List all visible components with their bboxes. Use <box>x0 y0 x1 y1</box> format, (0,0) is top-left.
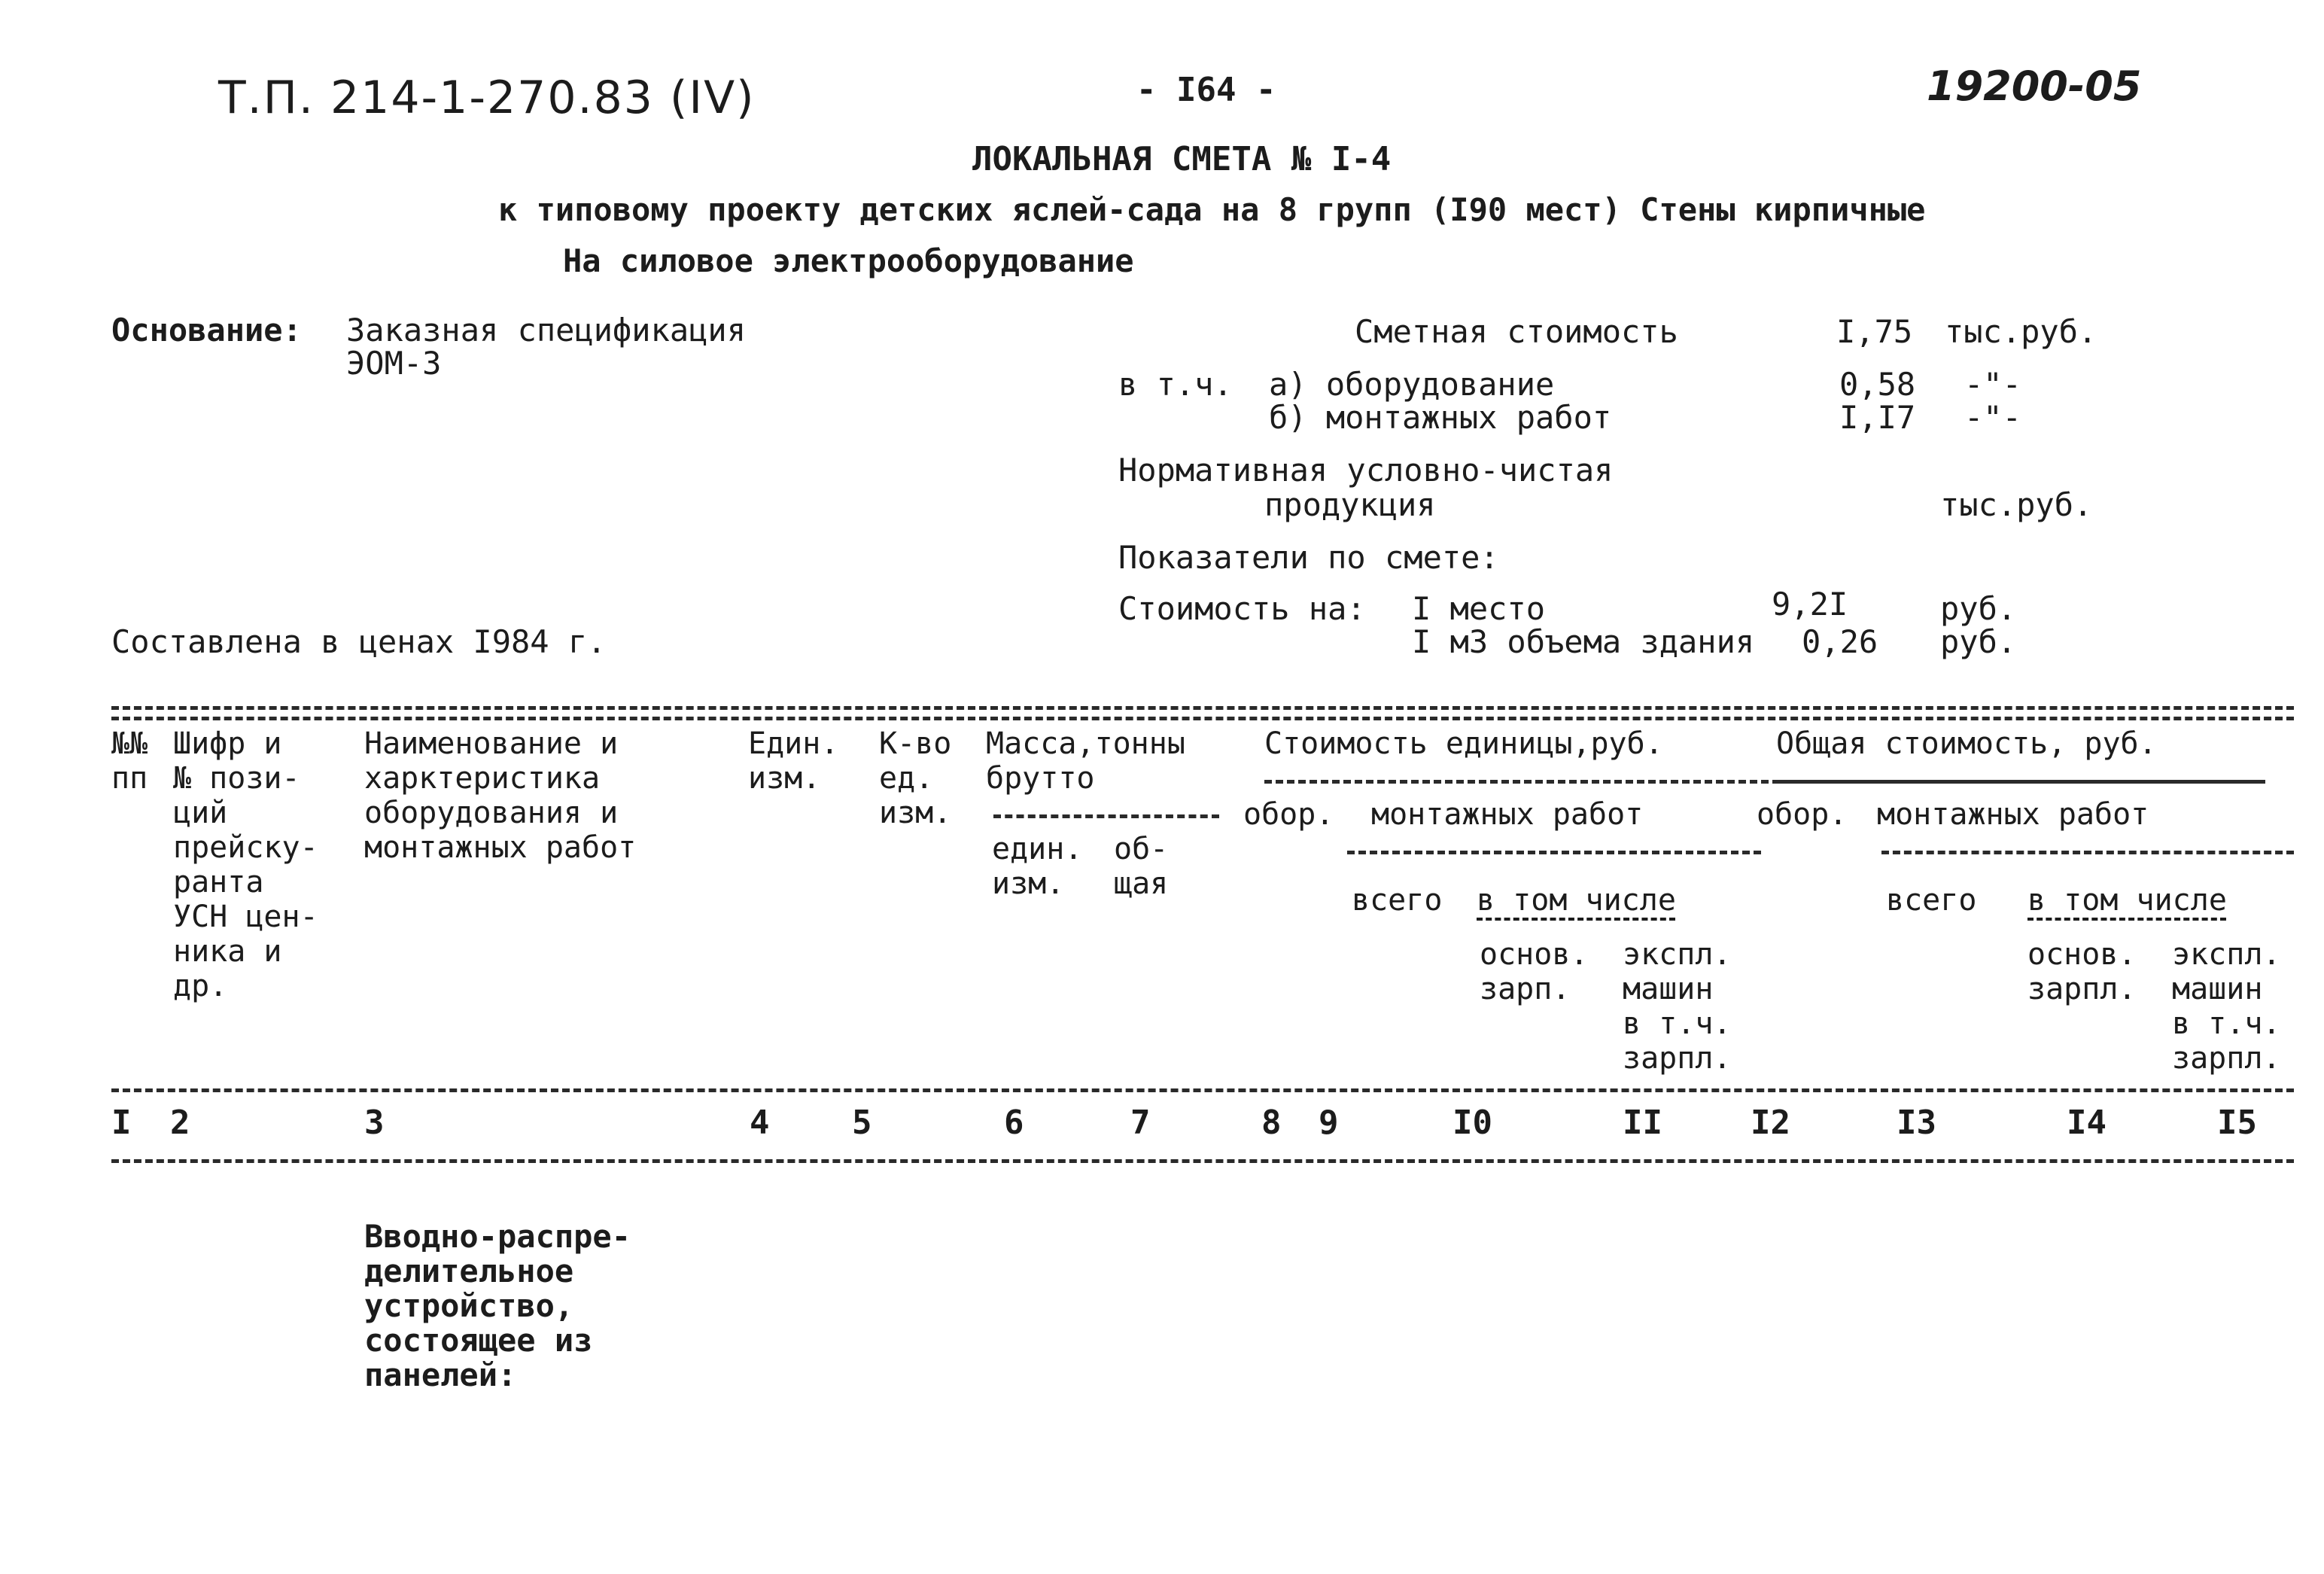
per-place-value: 9,2I <box>1772 586 1848 623</box>
normative-line-2: продукция <box>1264 486 1436 523</box>
col4-line-2: изм. <box>748 761 821 796</box>
basis-value-2: ЭОМ-3 <box>346 345 442 382</box>
unit-cost-machines-4: зарпл. <box>1623 1041 1732 1076</box>
total-cost-title: Общая стоимость, руб. <box>1776 726 2157 761</box>
col2-line-8: др. <box>173 969 228 1003</box>
unit-cost-machines-2: машин <box>1623 972 1714 1006</box>
per-place-unit: руб. <box>1940 590 2017 627</box>
mass-title: Масса,тонны <box>986 726 1185 761</box>
col-num-5: 5 <box>852 1104 872 1142</box>
col-num-3: 3 <box>364 1104 385 1142</box>
unit-cost-machines-3: в т.ч. <box>1623 1006 1732 1041</box>
project-code: Т.П. 214-1-270.83 (IV) <box>218 72 756 124</box>
page-number: - I64 - <box>1136 71 1276 109</box>
estimated-cost-unit: тыс.руб. <box>1945 313 2097 350</box>
col-num-10: I0 <box>1452 1104 1492 1142</box>
total-cost-incl: в том числе <box>2027 883 2227 918</box>
col-numbers-bottom-rule <box>111 1159 2294 1163</box>
document-title: ЛОКАЛЬНАЯ СМЕТА № I-4 <box>972 140 1392 178</box>
indicators-label: Показатели по смете: <box>1118 539 1499 576</box>
col-num-14: I4 <box>2067 1104 2107 1142</box>
install-unit: -"- <box>1964 399 2021 436</box>
equipment-label: а) оборудование <box>1269 366 1555 403</box>
section-line-4: состоящее из <box>364 1322 593 1359</box>
unit-cost-install: монтажных работ <box>1371 797 1644 832</box>
col-num-15: I5 <box>2217 1104 2257 1142</box>
subheader-rule-install <box>1347 851 1761 854</box>
section-line-3: устройство, <box>364 1287 574 1324</box>
install-value: I,I7 <box>1839 399 1916 436</box>
per-m3-label: I м3 объема здания <box>1412 623 1755 660</box>
total-cost-machines-4: зарпл. <box>2172 1041 2281 1076</box>
total-cost-machines-2: машин <box>2172 972 2263 1006</box>
per-place-label: I место <box>1412 590 1546 627</box>
total-cost-install: монтажных работ <box>1877 797 2149 832</box>
subheader-rule-install-2 <box>1881 851 2294 854</box>
section-line-1: Вводно-распре- <box>364 1218 631 1255</box>
total-cost-machines-1: экспл. <box>2172 937 2281 972</box>
basis-label: Основание: <box>111 312 302 349</box>
col5-line-2: ед. <box>879 761 934 796</box>
total-cost-total: всего <box>1886 883 1977 918</box>
col-num-13: I3 <box>1897 1104 1936 1142</box>
install-label: б) монтажных работ <box>1269 399 1612 436</box>
per-m3-value: 0,26 <box>1802 623 1878 660</box>
col-numbers-top-rule <box>111 1088 2294 1092</box>
col-num-7: 7 <box>1130 1104 1151 1142</box>
col2-line-3: ций <box>173 796 228 830</box>
section-line-5: панелей: <box>364 1356 517 1393</box>
title-line-2: На силовое электрооборудование <box>563 242 1134 279</box>
total-cost-equip: обор. <box>1757 797 1848 832</box>
col3-line-1: Наименование и <box>364 726 619 761</box>
estimated-cost-value: I,75 <box>1836 313 1913 350</box>
col-num-9: 9 <box>1319 1104 1339 1142</box>
total-cost-base-wage-1: основ. <box>2027 937 2137 972</box>
col-num-12: I2 <box>1751 1104 1790 1142</box>
col-num-1: I <box>111 1104 132 1142</box>
mass-unit-line-2: изм. <box>992 866 1065 901</box>
unit-cost-incl: в том числе <box>1477 883 1676 918</box>
mass-total-line-1: об- <box>1114 832 1169 866</box>
col2-line-7: ника и <box>173 934 282 969</box>
equipment-value: 0,58 <box>1839 366 1916 403</box>
col2-line-2: № пози- <box>173 761 300 796</box>
col3-line-3: оборудования и <box>364 796 619 830</box>
col-num-2: 2 <box>170 1104 190 1142</box>
total-cost-machines-3: в т.ч. <box>2172 1006 2281 1041</box>
mass-unit-line-1: един. <box>992 832 1083 866</box>
table-top-rule <box>111 706 2294 710</box>
col2-line-6: УСН цен- <box>173 900 318 934</box>
incl-label: в т.ч. <box>1118 366 1233 403</box>
basis-value-1: Заказная спецификация <box>346 312 747 349</box>
col-num-4: 4 <box>750 1104 770 1142</box>
cost-per-label: Стоимость на: <box>1118 590 1366 627</box>
subheader-rule-total-cost <box>1776 780 2258 784</box>
col1-line-2: пп <box>111 761 148 796</box>
unit-cost-equip: обор. <box>1243 797 1334 832</box>
col2-line-4: прейску- <box>173 830 318 865</box>
mass-gross: брутто <box>986 761 1095 796</box>
unit-cost-machines-1: экспл. <box>1623 937 1732 972</box>
normative-unit: тыс.руб. <box>1940 486 2093 523</box>
col1-line-1: №№ <box>111 726 148 761</box>
total-cost-base-wage-2: зарпл. <box>2027 972 2137 1006</box>
col3-line-4: монтажных работ <box>364 830 637 865</box>
col-num-11: II <box>1623 1104 1662 1142</box>
equipment-unit: -"- <box>1964 366 2021 403</box>
col4-line-1: Един. <box>748 726 839 761</box>
normative-line-1: Нормативная условно-чистая <box>1118 452 1614 489</box>
compiled-note: Составлена в ценах I984 г. <box>111 623 607 660</box>
title-line-1: к типовому проекту детских яслей-сада на 8 групп (I90 мест) Стены кирпичные <box>498 191 1926 228</box>
unit-cost-title: Стоимость единицы,руб. <box>1264 726 1663 761</box>
per-m3-unit: руб. <box>1940 623 2017 660</box>
col-num-8: 8 <box>1261 1104 1282 1142</box>
stamp-number: 19200-05 <box>1927 62 2142 110</box>
unit-cost-base-wage-2: зарп. <box>1480 972 1571 1006</box>
col2-line-1: Шифр и <box>173 726 282 761</box>
table-top-rule-2 <box>111 717 2294 720</box>
unit-cost-total: всего <box>1352 883 1443 918</box>
mass-total-line-2: щая <box>1114 866 1169 901</box>
col-num-6: 6 <box>1004 1104 1024 1142</box>
col2-line-5: ранта <box>173 865 264 900</box>
subheader-rule-mass <box>993 814 1219 818</box>
col3-line-2: харктеристика <box>364 761 601 796</box>
col5-line-3: изм. <box>879 796 952 830</box>
estimated-cost-label: Сметная стоимость <box>1355 313 1678 350</box>
section-line-2: делительное <box>364 1253 574 1289</box>
col5-line-1: К-во <box>879 726 952 761</box>
unit-cost-base-wage-1: основ. <box>1480 937 1589 972</box>
